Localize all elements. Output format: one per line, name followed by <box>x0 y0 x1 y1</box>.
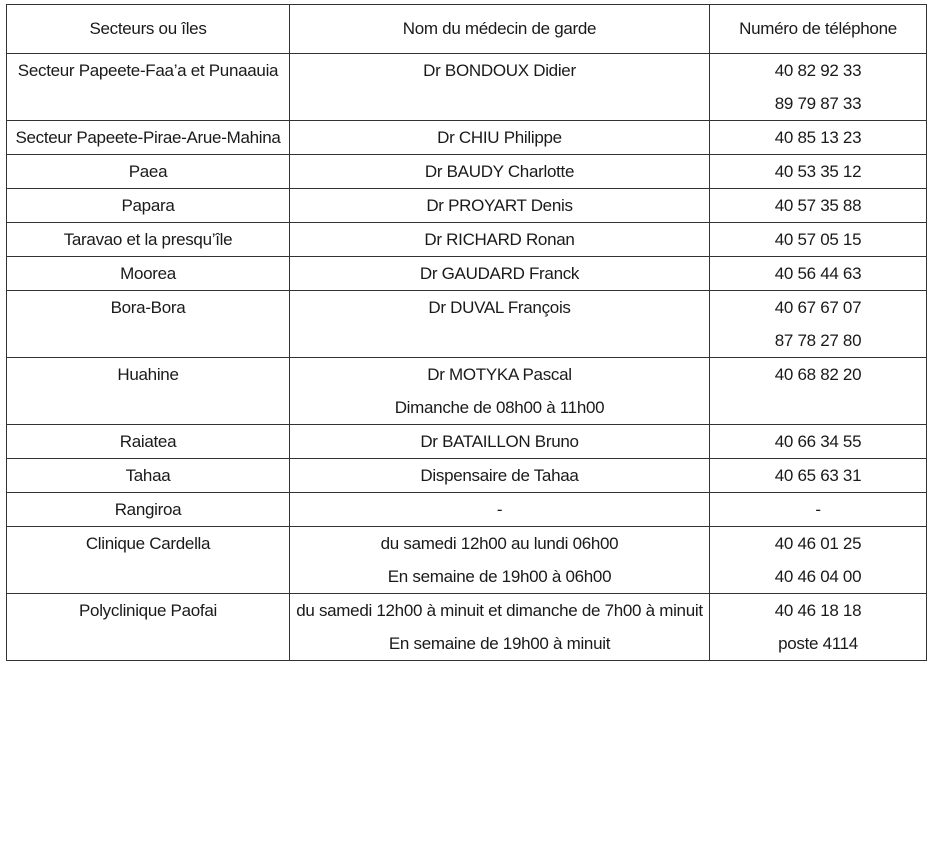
doctor-cell <box>290 155 710 189</box>
table-row <box>7 223 927 257</box>
sector-cell <box>7 493 290 527</box>
phone-text-line: 40 46 01 25 <box>774 534 862 553</box>
phone-cell <box>710 121 927 155</box>
header-doctor: Nom du médecin de garde <box>290 5 710 54</box>
doctor-cell <box>290 257 710 291</box>
sector-cell <box>7 358 290 425</box>
phone-cell <box>710 425 927 459</box>
sector-cell <box>7 257 290 291</box>
phone-text-line: 40 68 82 20 <box>774 365 862 384</box>
table-row <box>7 121 927 155</box>
table-row <box>7 257 927 291</box>
sector-text-line: Clinique Cardella <box>85 534 211 553</box>
doctor-text-line: En semaine de 19h00 à 06h00 <box>387 567 612 586</box>
doctor-cell <box>290 291 710 358</box>
phone-text-line: 40 67 67 07 <box>774 298 862 317</box>
phone-cell <box>710 594 927 661</box>
table-body <box>7 54 927 661</box>
phone-cell <box>710 527 927 594</box>
sector-cell <box>7 54 290 121</box>
doctor-cell <box>290 594 710 661</box>
table-row <box>7 527 927 594</box>
phone-text-line: 89 79 87 33 <box>774 94 862 113</box>
sector-cell <box>7 223 290 257</box>
sector-cell <box>7 155 290 189</box>
phone-text-line: - <box>815 500 821 519</box>
sector-text-line: Bora-Bora <box>110 298 186 317</box>
phone-cell <box>710 257 927 291</box>
phone-cell <box>710 358 927 425</box>
phone-cell <box>710 223 927 257</box>
doctor-text-line: Dr BAUDY Charlotte <box>424 162 575 181</box>
table-row <box>7 358 927 425</box>
sector-cell <box>7 527 290 594</box>
phone-cell <box>710 493 927 527</box>
doctor-cell <box>290 459 710 493</box>
doctor-cell <box>290 121 710 155</box>
phone-text-line: 40 53 35 12 <box>774 162 862 181</box>
doctor-cell <box>290 189 710 223</box>
sector-text-line: Secteur Papeete-Faa’a et Punaauia <box>17 61 279 80</box>
header-row <box>7 5 927 54</box>
phone-cell <box>710 189 927 223</box>
table-row <box>7 291 927 358</box>
doctor-cell <box>290 527 710 594</box>
phone-cell <box>710 54 927 121</box>
phone-text-line: 40 46 18 18 <box>774 601 862 620</box>
sector-text-line: Huahine <box>117 365 179 384</box>
sector-cell <box>7 425 290 459</box>
phone-cell <box>710 459 927 493</box>
phone-text-line: 40 57 05 15 <box>774 230 862 249</box>
header-sector: Secteurs ou îles <box>7 5 290 54</box>
doctor-text-line: Dr DUVAL François <box>428 298 571 317</box>
sector-text-line: Papara <box>121 196 175 215</box>
table-header <box>7 5 927 54</box>
sector-text-line: Tahaa <box>125 466 171 485</box>
phone-text-line: 40 66 34 55 <box>774 432 862 451</box>
doctor-text-line: Dispensaire de Tahaa <box>420 466 579 485</box>
doctor-text-line: Dr MOTYKA Pascal <box>427 365 572 384</box>
sector-cell <box>7 291 290 358</box>
doctor-text-line: - <box>496 500 503 519</box>
sector-text-line: Raiatea <box>119 432 177 451</box>
phone-text-line: 40 82 92 33 <box>774 61 862 80</box>
doctor-text-line: Dr BATAILLON Bruno <box>420 432 579 451</box>
sector-cell <box>7 121 290 155</box>
phone-text-line: 87 78 27 80 <box>774 331 862 350</box>
sector-text-line: Secteur Papeete-Pirae-Arue-Mahina <box>15 128 281 147</box>
document-page <box>6 4 926 661</box>
header-phone: Numéro de téléphone <box>710 5 927 54</box>
phone-cell <box>710 291 927 358</box>
doctor-text-line: Dr PROYART Denis <box>426 196 573 215</box>
table-row <box>7 493 927 527</box>
doctor-text-line: En semaine de 19h00 à minuit <box>388 634 611 653</box>
phone-text-line: 40 56 44 63 <box>774 264 862 283</box>
doctor-text-line: Dimanche de 08h00 à 11h00 <box>394 398 605 417</box>
on-call-doctors-table <box>6 4 927 661</box>
doctor-text-line: Dr BONDOUX Didier <box>423 61 576 80</box>
table-row <box>7 425 927 459</box>
doctor-text-line: Dr RICHARD Ronan <box>424 230 575 249</box>
doctor-cell <box>290 358 710 425</box>
doctor-cell <box>290 54 710 121</box>
doctor-text-line: Dr GAUDARD Franck <box>419 264 580 283</box>
table-row <box>7 189 927 223</box>
table-row <box>7 155 927 189</box>
phone-cell <box>710 155 927 189</box>
doctor-text-line: du samedi 12h00 à minuit et dimanche de 7h00 à minuit <box>296 601 703 620</box>
table-row <box>7 54 927 121</box>
phone-text-line: 40 85 13 23 <box>774 128 862 147</box>
table-row <box>7 594 927 661</box>
phone-text-line: 40 65 63 31 <box>774 466 862 485</box>
sector-text-line: Paea <box>128 162 168 181</box>
doctor-text-line: Dr CHIU Philippe <box>437 128 562 147</box>
phone-text-line: 40 57 35 88 <box>774 196 862 215</box>
sector-text-line: Polyclinique Paofai <box>79 601 217 620</box>
sector-cell <box>7 459 290 493</box>
sector-cell <box>7 189 290 223</box>
phone-text-line: 40 46 04 00 <box>774 567 862 586</box>
sector-text-line: Moorea <box>120 264 176 283</box>
doctor-cell <box>290 425 710 459</box>
sector-text-line: Taravao et la presqu’île <box>63 230 233 249</box>
doctor-cell <box>290 223 710 257</box>
table-row <box>7 459 927 493</box>
sector-text-line: Rangiroa <box>114 500 182 519</box>
doctor-text-line: du samedi 12h00 au lundi 06h00 <box>380 534 619 553</box>
sector-cell <box>7 594 290 661</box>
doctor-cell <box>290 493 710 527</box>
phone-text-line: poste 4114 <box>778 634 858 653</box>
